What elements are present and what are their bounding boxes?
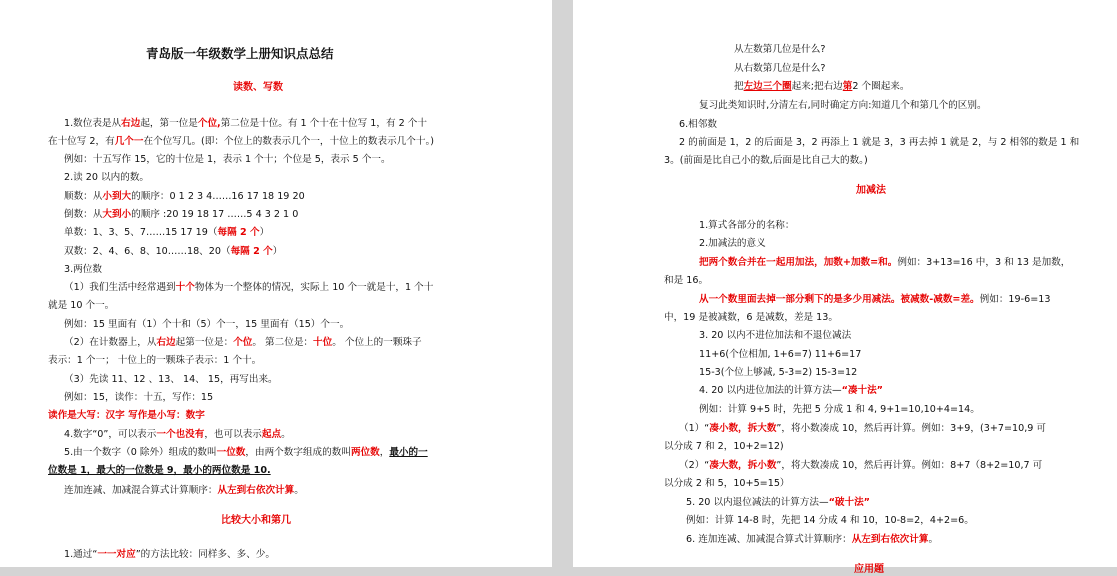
paragraph-line: 2.加减法的意义	[699, 238, 766, 249]
paragraph-line: 表示：1 个一； 十位上的一颗珠子表示：1 个十。	[48, 355, 262, 366]
paragraph-line: 在十位写 2，有几个一在个位写几。(即：个位上的数表示几个一，十位上的数表示几个十。)	[48, 136, 434, 147]
paragraph-line: （3）先读 11、12 、13、 14、 15，再写出来。	[64, 374, 278, 385]
paragraph-line: 从一个数里面去掉一部分剩下的是多少用减法。被减数-减数=差。例如：19-6=13	[699, 294, 1051, 305]
paragraph-line: 例如：15，读作：十五，写作：15	[64, 392, 214, 403]
section-heading-compare: 比较大小和第几	[221, 515, 291, 526]
paragraph-line: 1.通过“一一对应”的方法比较：同样多、多、少。	[64, 549, 275, 560]
document-page-left	[0, 0, 552, 567]
paragraph-line: （2）在计数器上，从右边起第一位是：个位。 第二位是：十位。 个位上的一颗珠子	[64, 337, 422, 348]
paragraph-line: 例如：15 里面有（1）个十和（5）个一，15 里面有（15）个一。	[64, 319, 350, 330]
paragraph-line: 把左边三个圈起来;把右边第2 个圈起来。	[734, 81, 910, 92]
paragraph-line: 15-3(个位上够减, 5-3=2) 15-3=12	[699, 367, 858, 378]
paragraph-line: 4. 20 以内进位加法的计算方法—“凑十法”	[699, 385, 883, 396]
paragraph-line: 5. 20 以内退位减法的计算方法—“破十法”	[686, 497, 870, 508]
paragraph-line: 位数是 1，最大的一位数是 9，最小的两位数是 10.	[48, 465, 271, 476]
document-title: 青岛版一年级数学上册知识点总结	[146, 46, 334, 61]
paragraph-line: 倒数：从大到小的顺序 :20 19 18 17 ……5 4 3 2 1 0	[64, 209, 299, 220]
section-heading-cut-wrapper	[573, 563, 1117, 575]
paragraph-line: 以分成 2 和 5，10+5=15）	[664, 478, 790, 489]
section-heading-read-write: 读数、写数	[233, 82, 283, 93]
paragraph-line: 3。(前面是比自己小的数,后面是比自己大的数。)	[664, 155, 868, 166]
paragraph-line: 5.由一个数字（0 除外）组成的数叫一位数，由两个数字组成的数叫两位数，最小的一	[64, 447, 428, 458]
paragraph-line: 6. 连加连减、加减混合算式计算顺序：从左到右依次计算。	[686, 534, 939, 545]
paragraph-line: 1.数位表是从右边起，第一位是个位,第二位是十位。有 1 个十在十位写 1，有 2 个十	[64, 118, 427, 129]
paragraph-line: 例如：计算 9+5 时，先把 5 分成 1 和 4, 9+1=10,10+4=14。	[699, 404, 980, 415]
paragraph-line: （2）“凑大数，拆小数”，将大数凑成 10，然后再计算。例如：8+7（8+2=10,7 可	[679, 460, 1043, 471]
paragraph-line: 双数：2、4、6、8、10……18、20（每隔 2 个）	[64, 246, 283, 257]
paragraph-line: （1）“凑小数，拆大数”，将小数凑成 10，然后再计算。例如：3+9，(3+7=10,9 可	[679, 423, 1047, 434]
paragraph-line: 例如：十五写作 15，它的十位是 1，表示 1 个十；个位是 5，表示 5 个一。	[64, 154, 391, 165]
paragraph-line: 2.读 20 以内的数。	[64, 172, 150, 183]
paragraph-line: 从右数第几位是什么?	[734, 63, 826, 74]
paragraph-line: 就是 10 个一。	[48, 300, 115, 311]
paragraph-line: 复习此类知识时,分清左右,同时确定方向:知道几个和第几个的区别。	[699, 100, 987, 111]
paragraph-line: 1.算式各部分的名称：	[699, 220, 795, 231]
paragraph-line: 3.两位数	[64, 264, 102, 275]
paragraph-line: （1）我们生活中经常遇到十个物体为一个整体的情况，实际上 10 个一就是十，1 个十	[64, 282, 434, 293]
highlight-rule: 读作是大写：汉字 写作是小写：数字	[48, 410, 205, 421]
paragraph-line: 以分成 7 和 2，10+2=12)	[664, 441, 784, 452]
paragraph-line: 单数：1、3、5、7……15 17 19（每隔 2 个）	[64, 227, 270, 238]
document-page-right	[573, 0, 1117, 575]
paragraph-line: 中，19 是被减数，6 是减数，差是 13。	[664, 312, 838, 323]
paragraph-line: 从左数第几位是什么?	[734, 44, 826, 55]
section-heading-word-problems: 应用题	[854, 564, 884, 575]
paragraph-line: 4.数字“0”，可以表示一个也没有，也可以表示起点。	[64, 429, 291, 440]
paragraph-line: 2 的前面是 1，2 的后面是 3，2 再添上 1 就是 3，3 再去掉 1 就是 2，与 2 相邻的数是 1 和	[679, 137, 1080, 148]
paragraph-line: 把两个数合并在一起用加法，加数+加数=和。例如：3+13=16 中，3 和 13 是加数，	[699, 257, 1071, 268]
paragraph-line: 例如：计算 14-8 时，先把 14 分成 4 和 10，10-8=2，4+2=6。	[686, 515, 974, 526]
paragraph-line: 和是 16。	[664, 275, 709, 286]
paragraph-line: 连加连减、加减混合算式计算顺序：从左到右依次计算。	[64, 485, 304, 496]
paragraph-line: 3. 20 以内不进位加法和不退位减法	[699, 330, 852, 341]
paragraph-line: 11+6(个位相加, 1+6=7) 11+6=17	[699, 349, 862, 360]
section-heading-add-sub: 加减法	[856, 185, 886, 196]
paragraph-line: 顺数：从小到大的顺序：0 1 2 3 4……16 17 18 19 20	[64, 191, 305, 202]
paragraph-line: 6.相邻数	[679, 119, 717, 130]
